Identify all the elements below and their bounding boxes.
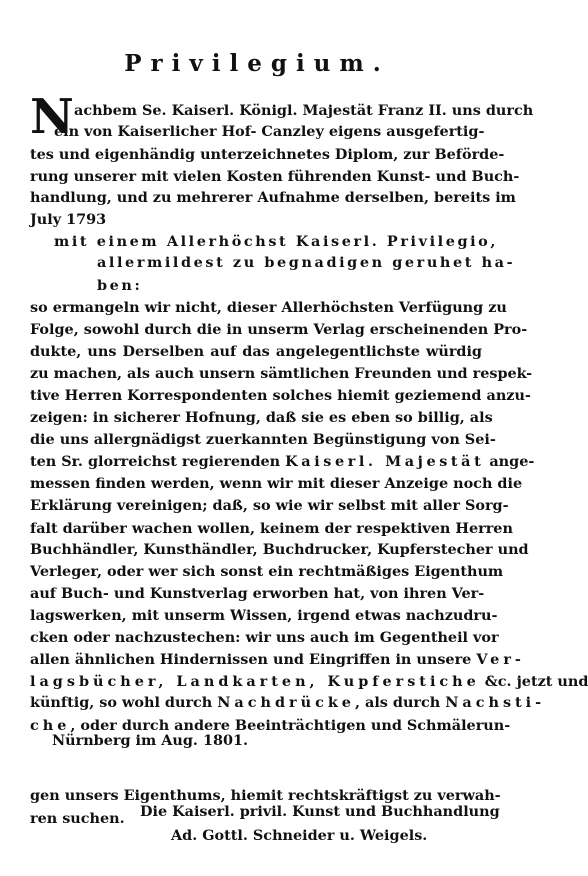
privilege-line-2: allermildest zu begnadigen geruhet ha- (97, 254, 516, 272)
body-line-3: dukte, uns Derselben auf das angelegentlichste würdig (30, 342, 482, 360)
opening-line-5: handlung, und zu mehrerer Aufnahme derselben, bereits im (30, 189, 516, 207)
opening-line-2: ein von Kaiserlicher Hof- Canzley eigens ausgefertig- (54, 123, 485, 141)
verlag-spaced: Ver- (476, 650, 525, 668)
body-line-17 (30, 650, 525, 670)
body-line-17-start: allen ähnlichen Hindernissen und Eingriffen in unsere (30, 650, 477, 668)
drop-cap: N (30, 89, 74, 145)
body-line-13: Verleger, oder wer sich sonst ein rechtmäßiges Eigenthum (30, 563, 504, 581)
body-line-19-mid: , als durch (354, 694, 446, 712)
opening-line-3: tes und eigenhändig unterzeichnetes Diplom, zur Beförde- (30, 145, 505, 163)
body-line-11: falt darüber wachen wollen, keinem der respektiven Herren (30, 519, 513, 537)
reprints-spaced: Nachdrücke (217, 694, 355, 712)
body-line-15: lagswerken, mit unserm Wissen, irgend etwas nachzudru- (30, 606, 498, 624)
body-line-18-end: &c. jetzt und (479, 672, 588, 690)
place-date: Nürnberg im Aug. 1801. (52, 731, 249, 749)
opening-line-4: rung unserer mit vielen Kosten führenden Kunst- und Buch- (30, 167, 520, 185)
privilege-line-3: ben: (97, 276, 143, 294)
body-line-14: auf Buch- und Kunstverlag erworben hat, von ihren Ver- (30, 584, 485, 602)
body-line-19-start: künftig, so wohl durch (30, 694, 218, 712)
opening-line-6: July 1793 (30, 210, 107, 228)
signature-line-2: Ad. Gottl. Schneider u. Weigels. (171, 827, 428, 844)
body-line-16: cken oder nachzustechen: wir uns auch im Gegentheil vor (30, 629, 499, 647)
body-line-21: gen unsers Eigenthums, hiemit rechtskräftigst zu verwah- (30, 787, 501, 804)
body-line-19 (30, 693, 546, 713)
opening-line-1: achbem Se. Kaiserl. Königl. Majestät Franz II. uns durch (74, 101, 534, 119)
body-line-1: so ermangeln wir nicht, dieser Allerhöchsten Verfügung zu (30, 299, 507, 317)
engravings-spaced-end: che (30, 716, 71, 734)
body-line-7: die uns allergnädigst zuerkannten Begünstigung von Sei- (30, 431, 496, 449)
engravings-spaced: Nachsti- (445, 694, 546, 712)
body-line-12: Buchhändler, Kunsthändler, Buchdrucker, Kupferstecher und (30, 540, 529, 558)
body-line-20-end: , oder durch andere Beeinträchtigen und Schmälerun- (70, 716, 511, 734)
body-line-2: Folge, sowohl durch die in unserm Verlag erscheinenden Pro- (30, 321, 528, 339)
body-line-5: tive Herren Korrespondenten solches hiemit geziemend anzu- (30, 387, 531, 405)
body-line-18 (30, 672, 588, 692)
majesty-spaced: Kaiserl. Majestät (285, 452, 485, 470)
signature-line-1: Die Kaiserl. privil. Kunst und Buchhandlung (140, 803, 500, 820)
body-line-22: ren suchen. (30, 810, 125, 827)
body-line-8-end: ange- (484, 452, 535, 470)
body-line-9: messen finden werden, wenn wir mit dieser Anzeige noch die (30, 474, 523, 492)
body-line-8 (30, 452, 535, 472)
body-line-8-start: ten Sr. glorreichst regierenden (30, 452, 286, 470)
privilege-line-1: mit einem Allerhöchst Kaiserl. Privilegio, (54, 233, 498, 251)
maps-spaced: lagsbücher, Landkarten, Kupferstiche (30, 672, 480, 690)
body-line-6: zeigen: in sicherer Hofnung, daß sie es eben so billig, als (30, 408, 493, 426)
body-line-4: zu machen, als auch unsern sämtlichen Freunden und respek- (30, 365, 533, 383)
page-title: Privilegium. (124, 50, 390, 77)
body-line-10: Erklärung vereinigen; daß, so wie wir selbst mit aller Sorg- (30, 497, 509, 515)
